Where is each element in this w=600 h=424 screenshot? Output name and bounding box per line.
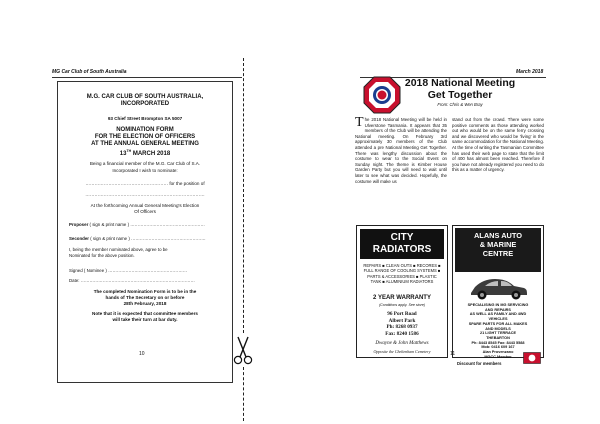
seconder-field[interactable]: …………………………………………… bbox=[131, 236, 206, 241]
city-radiators-services: REPAIRS ■ CLEAN OUTS ■ RECORES ■ FULL RANGE OF COOLING SYSTEMS ■ PARTS & ACCESSORIES ■ PLASTIC TANK ■ ALUMINIUM RADIATORS bbox=[363, 263, 441, 284]
alans-auto-discount: Discount for members bbox=[457, 361, 502, 366]
proposer-row bbox=[69, 222, 205, 228]
article-dropcap: T bbox=[355, 115, 364, 130]
signed-field[interactable]: ……………………………………………… bbox=[108, 268, 188, 273]
cut-line-bottom bbox=[243, 367, 244, 421]
signed-label: Signed ( Nominee ) bbox=[69, 268, 107, 273]
alans-auto-mobile: Mob: 0416 609 167 bbox=[481, 345, 515, 350]
city-radiators-brand-1: CITY bbox=[390, 232, 414, 243]
alans-auto-spec-5: SPARE PARTS FOR ALL MAKES bbox=[468, 321, 528, 326]
completed-notice-3: 28th February, 2018 bbox=[123, 301, 167, 306]
alans-auto-details bbox=[453, 303, 543, 359]
city-radiators-warranty-note: (Conditions apply. See store) bbox=[378, 303, 426, 307]
club-name-line-2: INCORPORATED bbox=[120, 101, 170, 107]
completed-notice-2: hands of The Secretary on or before bbox=[105, 295, 185, 300]
city-radiators-fax: Fax: 8240 1586 bbox=[385, 330, 419, 337]
article-title bbox=[402, 77, 518, 101]
nomination-form-box bbox=[57, 81, 233, 383]
city-radiators-contact bbox=[357, 311, 447, 337]
city-radiators-ad bbox=[356, 225, 448, 358]
proposer-label: Proposer bbox=[69, 222, 89, 227]
article-title-line-2: Get Together bbox=[427, 89, 493, 101]
article-author: From: Chris & Wen Bray bbox=[437, 102, 483, 107]
city-radiators-warranty: 2 YEAR WARRANTY bbox=[373, 295, 431, 301]
classic-car-icon bbox=[467, 274, 529, 302]
nomination-title-1: NOMINATION FORM bbox=[116, 127, 174, 133]
signed-row bbox=[69, 268, 187, 274]
article-title-line-1: 2018 National Meeting bbox=[404, 77, 516, 89]
alans-auto-name-3: CENTRE bbox=[482, 249, 514, 258]
city-radiators-suburb: Albert Park bbox=[388, 317, 416, 324]
alans-auto-contact: Alan Provenzano bbox=[482, 350, 514, 355]
date-label: Date: bbox=[69, 278, 80, 283]
nomination-title-3: AT THE ANNUAL GENERAL MEETING bbox=[91, 141, 199, 147]
bar-duty-note-2: will take their turn at bar duty. bbox=[112, 317, 178, 322]
alans-auto-name-2: & MARINE bbox=[479, 240, 517, 249]
alans-auto-addr-1: 21 LIGHT TERRACE bbox=[479, 331, 517, 336]
article-column-1 bbox=[355, 117, 447, 184]
city-radiators-owners: Dwayne & John Matthews bbox=[375, 341, 429, 346]
left-header-rule bbox=[52, 77, 242, 78]
alans-auto-phone: Ph: 8443 8545 Fax: 8443 5588 bbox=[471, 340, 525, 345]
city-radiators-brand-2: RADIATORS bbox=[372, 244, 432, 255]
seconder-hint: ( sign & print name ) bbox=[90, 236, 130, 241]
left-running-header: MG Car Club of South Australia bbox=[52, 69, 127, 75]
meeting-date bbox=[58, 148, 232, 158]
bar-duty-note-1: Note that it is expected that committee members bbox=[92, 311, 198, 316]
alans-auto-spec-2: AND REPAIRS bbox=[485, 307, 511, 312]
agreement-2: Nominated for the above position. bbox=[69, 253, 135, 258]
alans-auto-badge-icon bbox=[523, 352, 541, 364]
club-name-line-1: M.G. CAR CLUB OF SOUTH AUSTRALIA, bbox=[86, 94, 204, 100]
date-field[interactable]: …………………………………………………………………… bbox=[80, 278, 195, 283]
city-radiators-banner bbox=[360, 229, 444, 259]
member-statement-1: Being a financial member of the M.G. Car Club of S.A. bbox=[89, 161, 201, 166]
seconder-label: Seconder bbox=[69, 236, 90, 241]
agreement-1: I, being the member nominated above, agree to be bbox=[69, 247, 168, 252]
alans-auto-name-1: ALANS AUTO bbox=[473, 231, 523, 240]
mg-club-logo bbox=[362, 75, 402, 115]
date-row bbox=[69, 278, 195, 284]
alans-auto-spec-6: AND MODELS bbox=[485, 326, 511, 331]
city-radiators-street: 96 Port Road bbox=[387, 311, 417, 317]
alans-auto-ad bbox=[452, 225, 544, 366]
nominee-name-field[interactable]: ……………………………………………… for the position of bbox=[85, 181, 205, 186]
city-radiators-phone: Ph: 8268 0937 bbox=[386, 324, 418, 331]
meeting-date-rest: MARCH 2018 bbox=[132, 151, 171, 157]
article-column-2: stand out from the crowd. There were some positive comments as those attending worked out who would be on the same ferry crossing and we discovered who would be 'living' in the same accommodation for the National Meeting. At the time of writing the Tasmanian Committee has used their web page to state that the limit of 400 has almost been reached. Therefore if you have not already registered you need to do this as a matter of urgency. bbox=[452, 117, 545, 173]
position-field[interactable]: …………………………………………………………………… bbox=[85, 192, 205, 197]
right-running-header: March 2018 bbox=[516, 69, 544, 75]
member-statement-2: Incorporated I wish to nominate: bbox=[112, 168, 178, 173]
alans-auto-banner bbox=[455, 228, 541, 272]
agm-statement-2: Of Officers bbox=[134, 209, 156, 214]
left-page-number: 10 bbox=[139, 351, 145, 357]
alans-auto-member: MGCC Member bbox=[484, 354, 512, 359]
alans-auto-addr-2: THEBARTON bbox=[486, 335, 510, 340]
cut-line-top bbox=[243, 58, 244, 333]
article-column-1-text: he 2018 National Meeting will be held in Ulverstone Tasmania. It appears that 35 members of the Club will be attending the National meeting. On February 3rd approximately 30 members of the Club attended a pre National Meeting Get Together. There was lengthy discussion about the costume to wear to the Social Event on Sunday night. The theme is Kimber House Garden Party but you will need to wait until later to see what was decided. Hopefully, the costume will make us bbox=[355, 117, 447, 184]
meeting-date-day: 13 bbox=[119, 151, 127, 157]
alans-auto-spec-4: VEHICLES bbox=[488, 317, 508, 322]
nomination-title-2: FOR THE ELECTION OF OFFICERS bbox=[94, 134, 196, 140]
proposer-hint: ( sign & print name ) bbox=[89, 222, 130, 227]
scissors-icon bbox=[233, 335, 253, 365]
seconder-row bbox=[69, 236, 206, 242]
city-radiators-tagline: Opposite the Cheltenham Cemetery bbox=[373, 349, 431, 354]
right-page-number: 11 bbox=[450, 351, 456, 357]
meeting-date-suffix: TH bbox=[126, 149, 132, 153]
completed-notice-1: The completed Nomination Form is to be in the bbox=[93, 289, 197, 294]
club-address: 93 Chief Street Brompton SA 5007 bbox=[107, 116, 183, 121]
agm-statement-1: At the forthcoming Annual General Meeting's Election bbox=[90, 203, 200, 208]
alans-auto-spec-1: SPECIALISING IN MG SERVICING bbox=[467, 303, 529, 307]
alans-auto-spec-3: AS WELL AS FAMILY AND 4WD bbox=[469, 312, 527, 317]
proposer-field[interactable]: …………………………………………… bbox=[130, 222, 205, 227]
